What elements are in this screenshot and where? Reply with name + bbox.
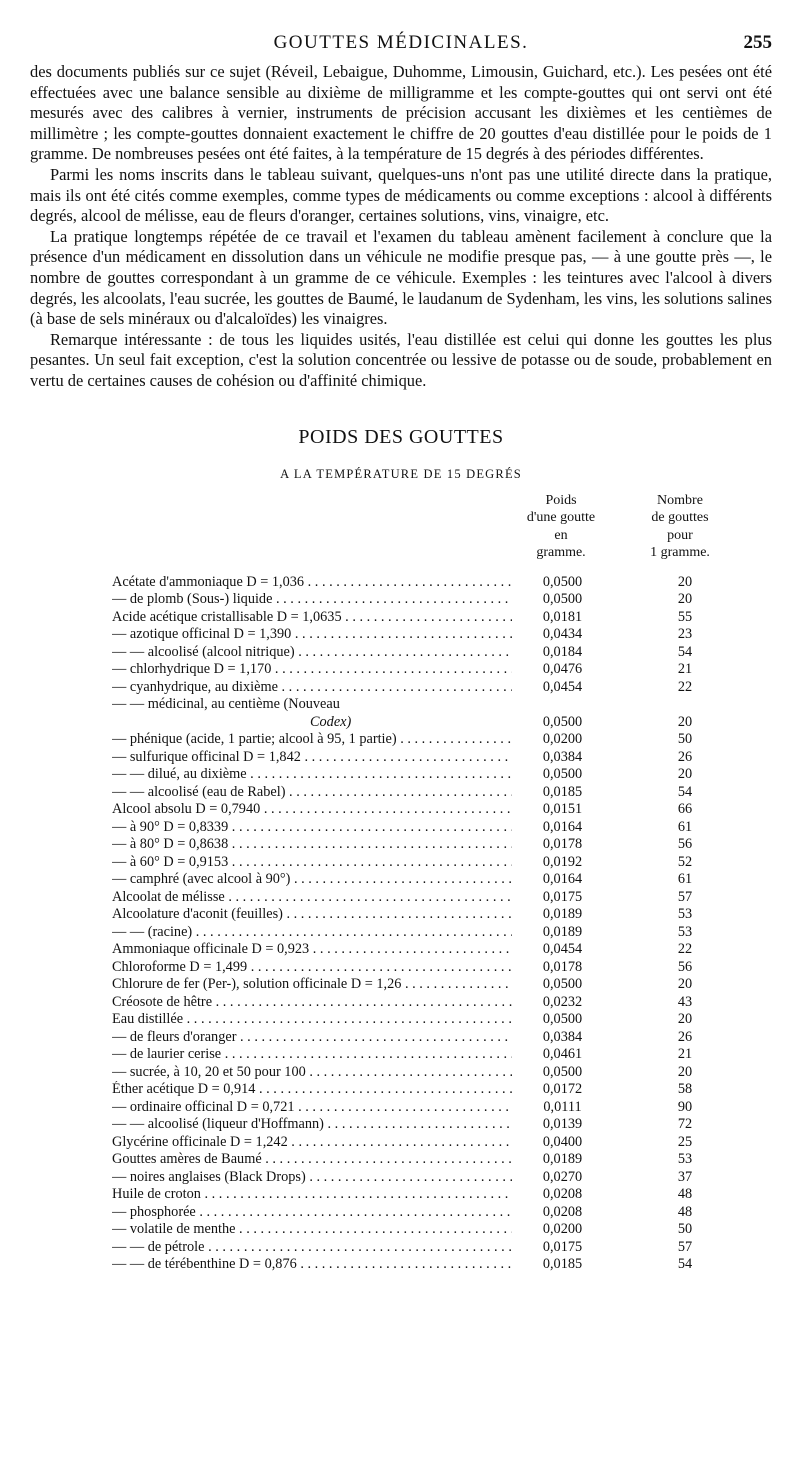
row-label: — ordinaire officinal D = 0,721 . . . bbox=[112, 1099, 512, 1117]
row-label: Glycérine officinale D = 1,242 . . . bbox=[112, 1134, 512, 1152]
paragraph: Parmi les noms inscrits dans le tableau suivant, quelques-uns n'ont pas une utilité directe dans la pratique, mais ils ont été cités comme exemples, comme types de médicaments ou comme exceptions : alcool à différents degrés, alcool de mélisse, eau de fleurs d'oranger, certaines solutions, vins, vinaigre, etc. bbox=[30, 164, 772, 226]
table-row bbox=[30, 924, 772, 942]
row-weight: 0,0189 bbox=[542, 1151, 583, 1167]
table-row bbox=[30, 714, 772, 732]
page bbox=[30, 28, 772, 1274]
row-count: 54 bbox=[677, 1256, 693, 1272]
row-count: 25 bbox=[677, 1133, 693, 1150]
row-label: — — de pétrole . . . bbox=[112, 1239, 512, 1257]
row-weight: 0,0181 bbox=[542, 608, 583, 625]
row-count: 72 bbox=[677, 1116, 693, 1132]
row-label: — noires anglaises (Black Drops) . . . bbox=[112, 1169, 512, 1187]
row-count: 50 bbox=[677, 731, 693, 747]
row-count: 48 bbox=[677, 1203, 693, 1220]
table-row bbox=[30, 889, 772, 907]
row-count: 57 bbox=[677, 1238, 693, 1255]
row-count: 58 bbox=[677, 1081, 693, 1097]
table-row bbox=[30, 836, 772, 854]
row-weight: 0,0200 bbox=[542, 1221, 583, 1237]
row-label: — — (racine) . . . bbox=[112, 924, 512, 942]
table-row bbox=[30, 1186, 772, 1204]
row-weight: 0,0384 bbox=[542, 748, 583, 765]
row-weight: 0,0400 bbox=[542, 1133, 583, 1150]
row-count: 20 bbox=[677, 591, 693, 607]
table-row bbox=[30, 1064, 772, 1082]
running-title: GOUTTES MÉDICINALES. bbox=[273, 32, 529, 53]
row-weight: 0,0175 bbox=[542, 1238, 583, 1255]
row-count: 57 bbox=[677, 888, 693, 905]
table-row bbox=[30, 679, 772, 697]
row-count: 50 bbox=[677, 1221, 693, 1237]
row-count: 43 bbox=[677, 993, 693, 1010]
page-number: 255 bbox=[743, 32, 772, 53]
row-weight: 0,0192 bbox=[542, 853, 583, 870]
row-weight: 0,0500 bbox=[542, 766, 583, 782]
table-subtitle: A LA TEMPÉRATURE DE 15 DEGRÉS bbox=[280, 466, 522, 481]
row-count: 20 bbox=[677, 1011, 693, 1027]
table-row bbox=[30, 1011, 772, 1029]
table-row bbox=[30, 574, 772, 592]
row-weight: 0,0185 bbox=[542, 783, 583, 800]
row-label: — chlorhydrique D = 1,170 . . . bbox=[112, 661, 512, 679]
row-label: — à 60° D = 0,9153 . . . bbox=[112, 854, 512, 872]
row-weight: 0,0185 bbox=[542, 1256, 583, 1272]
row-weight: 0,0384 bbox=[542, 1028, 583, 1045]
row-weight: 0,0500 bbox=[542, 591, 583, 607]
table-row bbox=[30, 1134, 772, 1152]
paragraph: des documents publiés sur ce sujet (Réveil, Lebaigue, Duhomme, Limousin, Guichard, etc.). Les pesées ont été effectuées avec une balance sensible au dixième de milligramme et les compte-gouttes qui ont servi ont été mesurés avec des calibres à vernier, instruments de précision accusant les dixièmes et les centièmes de millimètre ; les compte-gouttes donnaient exactement le chiffre de 20 gouttes d'eau distillée pour le poids de 1 gramme. De nombreuses pesées ont été faites, à la température de 15 degrés à des périodes différentes. bbox=[30, 62, 772, 164]
row-label: — volatile de menthe . . . bbox=[112, 1221, 512, 1239]
row-label: — phosphorée . . . bbox=[112, 1204, 512, 1222]
row-weight: 0,0200 bbox=[542, 731, 583, 747]
row-label: — de fleurs d'oranger . . . bbox=[112, 1029, 512, 1047]
row-label: — de laurier cerise . . . bbox=[112, 1046, 512, 1064]
row-weight: 0,0500 bbox=[542, 713, 583, 730]
row-weight: 0,0139 bbox=[542, 1116, 583, 1132]
table-row bbox=[30, 819, 772, 837]
row-label: Chloroforme D = 1,499 . . . bbox=[112, 959, 512, 977]
row-label: Gouttes amères de Baumé . . . bbox=[112, 1151, 512, 1169]
row-count: 52 bbox=[677, 853, 693, 870]
row-weight: 0,0500 bbox=[542, 573, 583, 590]
row-count: 48 bbox=[677, 1186, 693, 1202]
paragraph: Remarque intéressante : de tous les liquides usités, l'eau distillée est celui qui donne les gouttes les plus pesantes. Un seul fait exception, c'est la solution concentrée ou lessive de potasse ou de soude, probablement en vertu de certaines causes de cohésion ou d'affinité chimique. bbox=[30, 329, 772, 390]
row-count: 56 bbox=[677, 958, 693, 975]
row-label: — de plomb (Sous-) liquide . . . bbox=[112, 591, 512, 609]
row-count: 20 bbox=[677, 1063, 693, 1080]
row-weight: 0,0500 bbox=[542, 1011, 583, 1027]
table-row bbox=[30, 626, 772, 644]
table-row bbox=[30, 609, 772, 627]
row-count: 66 bbox=[677, 801, 693, 817]
table-row bbox=[30, 1046, 772, 1064]
row-count: 56 bbox=[677, 836, 693, 852]
row-weight: 0,0461 bbox=[542, 1046, 583, 1062]
row-count: 61 bbox=[677, 871, 693, 887]
row-label: — camphré (avec alcool à 90°) . . . bbox=[112, 871, 512, 889]
table-row bbox=[30, 1256, 772, 1274]
table-row bbox=[30, 1169, 772, 1187]
table-row bbox=[30, 976, 772, 994]
row-label: Acétate d'ammoniaque D = 1,036 . . . bbox=[112, 574, 512, 592]
table-row bbox=[30, 854, 772, 872]
row-weight: 0,0178 bbox=[542, 958, 583, 975]
row-count: 22 bbox=[677, 941, 693, 957]
paragraph: La pratique longtemps répétée de ce travail et l'examen du tableau amènent facilement à conclure que la présence d'un médicament en dissolution dans un véhicule ne modifie presque pas, — à une goutte près —, le nombre de gouttes correspondant à un gramme de ce véhicule. Exemples : les teintures avec l'alcool à divers degrés, les alcoolats, l'eau sucrée, les gouttes de Baumé, le laudanum de Sydenham, les vins, les solutions salines (à base de sels minéraux ou d'alcaloïdes) les vinaigres. bbox=[30, 226, 772, 329]
row-label: — — alcoolisé (alcool nitrique) . . . bbox=[112, 644, 512, 662]
table-row bbox=[30, 906, 772, 924]
table-row bbox=[30, 731, 772, 749]
row-count: 20 bbox=[677, 976, 693, 992]
row-label: — — médicinal, au centième (Nouveau bbox=[112, 696, 340, 712]
row-label: Ammoniaque officinale D = 0,923 . . . bbox=[112, 941, 512, 959]
row-count: 54 bbox=[677, 783, 693, 800]
row-count: 53 bbox=[677, 1151, 693, 1167]
row-count: 55 bbox=[677, 608, 693, 625]
row-count: 26 bbox=[677, 1028, 693, 1045]
row-count: 54 bbox=[677, 643, 693, 660]
table-row bbox=[30, 1029, 772, 1047]
row-weight: 0,0184 bbox=[542, 643, 583, 660]
table-row bbox=[30, 749, 772, 767]
row-weight: 0,0175 bbox=[542, 888, 583, 905]
row-weight: 0,0270 bbox=[542, 1168, 583, 1185]
row-label: — phénique (acide, 1 partie; alcool à 95, 1 partie) . . . bbox=[112, 731, 512, 749]
row-label: Éther acétique D = 0,914 . . . bbox=[112, 1081, 512, 1099]
row-count: 26 bbox=[677, 748, 693, 765]
table-row bbox=[30, 1221, 772, 1239]
row-count: 22 bbox=[677, 678, 693, 695]
table-row bbox=[30, 784, 772, 802]
row-weight: 0,0232 bbox=[542, 993, 583, 1010]
table-row bbox=[30, 766, 772, 784]
table-row bbox=[30, 591, 772, 609]
row-weight: 0,0208 bbox=[542, 1186, 583, 1202]
row-weight: 0,0208 bbox=[542, 1203, 583, 1220]
row-weight: 0,0178 bbox=[542, 836, 583, 852]
row-weight: 0,0500 bbox=[542, 1063, 583, 1080]
row-count: 53 bbox=[677, 906, 693, 922]
table-row bbox=[30, 801, 772, 819]
row-count: 20 bbox=[677, 766, 693, 782]
table-row bbox=[30, 994, 772, 1012]
column-header-count: Nombre de gouttes pour 1 gramme. bbox=[650, 492, 710, 560]
row-count: 53 bbox=[677, 923, 693, 940]
running-header bbox=[30, 28, 772, 54]
table-row bbox=[30, 1204, 772, 1222]
row-label: — — dilué, au dixième . . . bbox=[112, 766, 512, 784]
table-row bbox=[30, 941, 772, 959]
row-weight: 0,0500 bbox=[542, 976, 583, 992]
row-weight: 0,0189 bbox=[542, 923, 583, 940]
row-weight: 0,0454 bbox=[542, 941, 583, 957]
row-label: Créosote de hêtre . . . bbox=[112, 994, 512, 1012]
row-count: 90 bbox=[677, 1098, 693, 1115]
row-label: Acide acétique cristallisable D = 1,0635 . . . bbox=[112, 609, 512, 627]
column-header-weight: Poids d'une goutte en gramme. bbox=[526, 492, 596, 560]
row-label: — cyanhydrique, au dixième . . . bbox=[112, 679, 512, 697]
row-weight: 0,0189 bbox=[542, 906, 583, 922]
table-row bbox=[30, 1239, 772, 1257]
row-weight: 0,0476 bbox=[542, 661, 583, 677]
row-count: 23 bbox=[677, 626, 693, 642]
row-count: 21 bbox=[677, 661, 693, 677]
row-count: 20 bbox=[677, 713, 693, 730]
row-label: — — de térébenthine D = 0,876 . . . bbox=[112, 1256, 512, 1274]
row-weight: 0,0164 bbox=[542, 818, 583, 835]
row-weight: 0,0454 bbox=[542, 678, 583, 695]
row-label: — — alcoolisé (eau de Rabel) . . . bbox=[112, 784, 512, 802]
table-row bbox=[30, 644, 772, 662]
row-label: — azotique officinal D = 1,390 . . . bbox=[112, 626, 512, 644]
table-row bbox=[30, 1099, 772, 1117]
table-body bbox=[30, 574, 772, 1274]
row-label: Alcoolature d'aconit (feuilles) . . . bbox=[112, 906, 512, 924]
row-count: 21 bbox=[677, 1046, 693, 1062]
table-row bbox=[30, 696, 772, 714]
table-row bbox=[30, 1116, 772, 1134]
table-row bbox=[30, 661, 772, 679]
row-count: 20 bbox=[677, 573, 693, 590]
table-row bbox=[30, 1081, 772, 1099]
row-weight: 0,0172 bbox=[542, 1081, 583, 1097]
row-label: — sulfurique officinal D = 1,842 . . . bbox=[112, 749, 512, 767]
body-text bbox=[30, 62, 772, 392]
table-title: POIDS DES GOUTTES bbox=[298, 425, 504, 448]
table-header bbox=[30, 492, 772, 572]
row-weight: 0,0151 bbox=[542, 801, 583, 817]
row-label: Eau distillée . . . bbox=[112, 1011, 512, 1029]
table-row bbox=[30, 1151, 772, 1169]
table-row bbox=[30, 871, 772, 889]
row-weight: 0,0434 bbox=[542, 626, 583, 642]
row-count: 37 bbox=[677, 1168, 693, 1185]
row-count: 61 bbox=[677, 818, 693, 835]
row-label: — — alcoolisé (liqueur d'Hoffmann) . . . bbox=[112, 1116, 512, 1134]
row-weight: 0,0111 bbox=[543, 1098, 582, 1115]
row-label: Huile de croton . . . bbox=[112, 1186, 512, 1204]
row-label: Alcoolat de mélisse . . . bbox=[112, 889, 512, 907]
row-label: Codex) bbox=[310, 713, 352, 730]
row-label: — à 90° D = 0,8339 . . . bbox=[112, 819, 512, 837]
table-row bbox=[30, 959, 772, 977]
row-weight: 0,0164 bbox=[542, 871, 583, 887]
row-label: Chlorure de fer (Per-), solution officinale D = 1,26 . . . bbox=[112, 976, 512, 994]
row-label: — à 80° D = 0,8638 . . . bbox=[112, 836, 512, 854]
row-label: Alcool absolu D = 0,7940 . . . bbox=[112, 801, 512, 819]
row-label: — sucrée, à 10, 20 et 50 pour 100 . . . bbox=[112, 1064, 512, 1082]
